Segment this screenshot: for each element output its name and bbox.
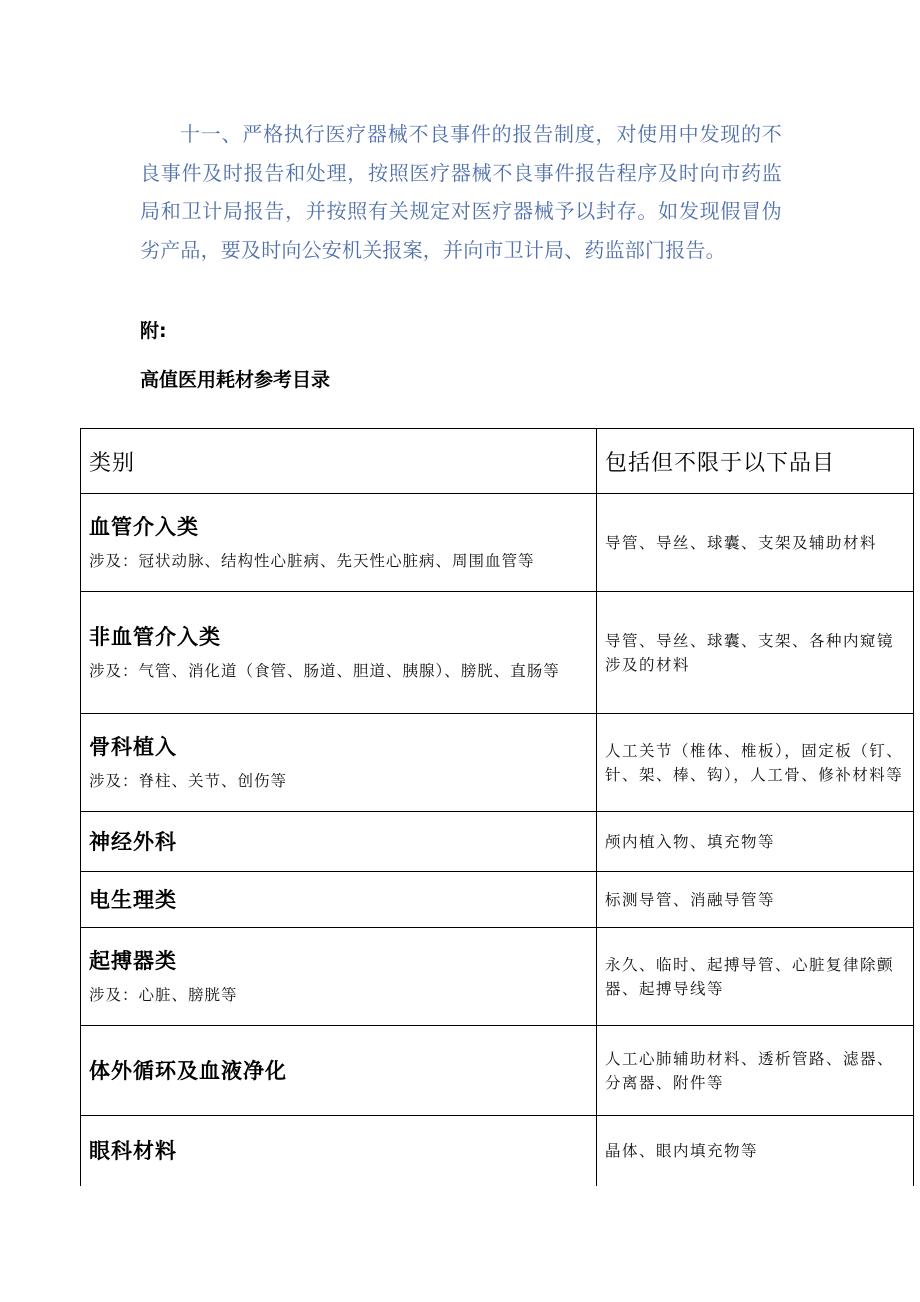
table-header-row	[81, 429, 914, 494]
table-row	[81, 592, 914, 714]
table-row	[81, 1026, 914, 1116]
header-items: 包括但不限于以下品目	[597, 429, 914, 494]
category-items: 标测导管、消融导管等	[605, 890, 776, 909]
header-category: 类别	[81, 429, 597, 494]
appendix-label: 附:	[140, 320, 167, 342]
table-row	[81, 928, 914, 1026]
table-row	[81, 1116, 914, 1186]
table-row	[81, 812, 914, 872]
category-name: 起搏器类	[89, 948, 177, 973]
consumables-table	[80, 428, 914, 1186]
category-name: 眼科材料	[89, 1138, 177, 1163]
category-items: 颅内植入物、填充物等	[605, 832, 776, 851]
category-name: 体外循环及血液净化	[89, 1058, 287, 1083]
category-scope: 涉及：脊柱、关节、创伤等	[89, 771, 288, 790]
category-scope: 涉及：心脏、膀胱等	[89, 985, 238, 1004]
category-items: 导管、导丝、球囊、支架、各种内窥镜涉及的材料	[605, 631, 895, 674]
category-name: 神经外科	[89, 829, 177, 854]
table-row	[81, 872, 914, 928]
table-row	[81, 714, 914, 812]
category-name: 非血管介入类	[89, 624, 221, 649]
category-name: 血管介入类	[89, 514, 199, 539]
category-scope: 涉及：气管、消化道（食管、肠道、胆道、胰腺）、膀胱、直肠等	[89, 661, 560, 680]
list-title: 高值医用耗材参考目录	[140, 369, 331, 391]
category-items: 人工心肺辅助材料、透析管路、滤器、分离器、附件等	[605, 1049, 895, 1092]
category-items: 永久、临时、起搏导管、心脏复律除颤器、起搏导线等	[605, 955, 895, 998]
policy-paragraph: 十一、严格执行医疗器械不良事件的报告制度，对使用中发现的不良事件及时报告和处理，按照医疗器械不良事件报告程序及时向市药监局和卫计局报告，并按照有关规定对医疗器械予以封存。如发现假冒伪劣产品，要及时向公安机关报案，并向市卫计局、药监部门报告。	[140, 122, 782, 262]
table-row	[81, 494, 914, 592]
category-scope: 涉及：冠状动脉、结构性心脏病、先天性心脏病、周围血管等	[89, 551, 535, 570]
category-items: 导管、导丝、球囊、支架及辅助材料	[605, 533, 878, 552]
category-items: 人工关节（椎体、椎板），固定板（钉、针、架、棒、钩），人工骨、修补材料等	[605, 741, 904, 784]
category-name: 骨科植入	[89, 734, 177, 759]
category-name: 电生理类	[89, 887, 177, 912]
category-items: 晶体、眼内填充物等	[605, 1141, 759, 1160]
